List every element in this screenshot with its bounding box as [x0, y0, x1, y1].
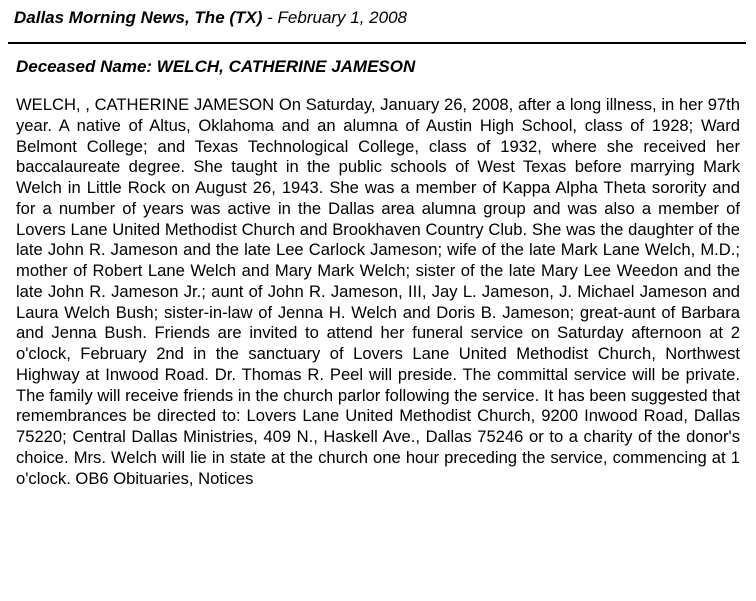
obituary-text: WELCH, , CATHERINE JAMESON On Saturday, January 26, 2008, after a long illness, in her 97th year. A native of Altus, Oklahoma and an alumna of Austin High School, class of 1928; Ward Belmont College; and Texas Technological College, class of 1932, where she received her baccalaureate degree. She taught in the public schools of West Texas before marrying Mark Welch in Little Rock on August 26, 1943. She was a member of Kappa Alpha Theta sorority and for a number of years was active in the Dallas area alumna group and was also a member of Lovers Lane United Methodist Church and Brookhaven Country Club. She was the daughter of the late John R. Jameson and the late Lee Carlock Jameson; wife of the late Mark Lane Welch, M.D.; mother of Robert Lane Welch and Mary Mark Welch; sister of the late Mary Lee Weedon and the late John R. Jameson Jr.; aunt of John R. Jameson, III, Jay L. Jameson, J. Michael Jameson and Laura Welch Bush; sister-in-law of Jenna H. Welch and Doris B. Jameson; great-aunt of Barbara and Jenna Bush. Friends are invited to attend her funeral service on Saturday afternoon at 2 o'clock, February 2nd in the sanctuary of Lovers Lane United Methodist Church, Northwest Highway at Inwood Road. Dr. Thomas R. Peel will preside. The committal service will be private. The family will receive friends in the church parlor following the service. It has been suggested that remembrances be directed to: Lovers Lane United Methodist Church, 9200 Inwood Road, Dallas 75220; Central Dallas Ministries, 409 N., Haskell Ave., Dallas 75246 or to a charity of the donor's choice. Mrs. Welch will lie in state at the church one hour preceding the service, commencing at 1 o'clock. OB6 Obituaries, Notices [16, 95, 740, 488]
publication-header [14, 6, 407, 30]
header-divider [8, 42, 746, 44]
publication-name: Dallas Morning News, The (TX) [14, 8, 263, 27]
header-separator: - [262, 8, 278, 27]
deceased-name: Deceased Name: WELCH, CATHERINE JAMESON [16, 57, 416, 76]
publication-date: February 1, 2008 [277, 8, 407, 27]
